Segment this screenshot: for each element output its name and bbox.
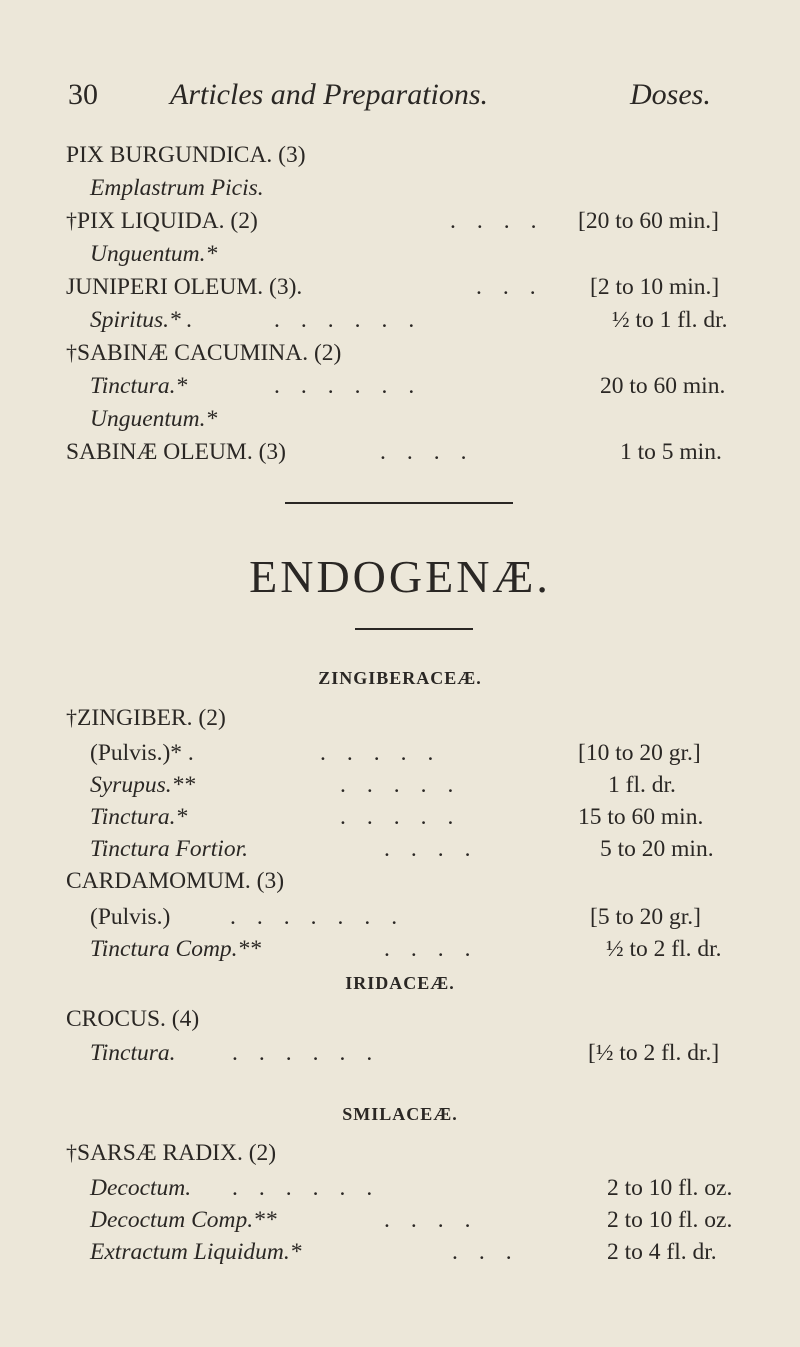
entry-line	[0, 1207, 800, 1241]
section-title: ENDOGENÆ.	[249, 551, 551, 602]
entry-line	[0, 1175, 800, 1209]
entry-line	[0, 439, 800, 473]
preparation-name: Tinctura Fortior.	[90, 836, 249, 862]
article-name: PIX BURGUNDICA. (3)	[66, 142, 306, 168]
dose-value: 2 to 10 fl. oz.	[607, 1207, 733, 1233]
preparation-name: Tinctura.	[90, 1040, 176, 1066]
preparation-name: Decoctum.	[90, 1175, 192, 1201]
dose-value: [½ to 2 fl. dr.]	[588, 1040, 720, 1066]
entry-line	[0, 1006, 800, 1040]
entry-line	[0, 373, 800, 407]
entry-line	[0, 340, 800, 374]
entry-line	[0, 175, 800, 209]
leader-dots: ...	[476, 274, 557, 300]
page-header	[52, 78, 752, 118]
preparation-name: (Pulvis.)* .	[90, 740, 194, 766]
preparation-name: Tinctura.*	[90, 373, 188, 399]
dose-value: 20 to 60 min.	[600, 373, 726, 399]
entry-line	[0, 307, 800, 341]
section-divider	[285, 502, 513, 504]
family-heading: IRIDACEÆ.	[345, 973, 455, 993]
dose-value: 1 to 5 min.	[620, 439, 722, 465]
dose-value: 5 to 20 min.	[600, 836, 714, 862]
running-title: Articles and Preparations.	[170, 78, 489, 111]
entry-line	[0, 936, 800, 970]
entry-line	[0, 705, 800, 739]
entry-line	[0, 142, 800, 176]
dose-value: 1 fl. dr.	[608, 772, 676, 798]
preparation-name: Tinctura.*	[90, 804, 188, 830]
entry-line	[0, 274, 800, 308]
entry-line	[0, 868, 800, 902]
preparation-name: Tinctura Comp.**	[90, 936, 262, 962]
family-heading: ZINGIBERACEÆ.	[318, 668, 482, 688]
leader-dots: ......	[232, 1040, 394, 1066]
leader-dots: .....	[340, 772, 475, 798]
entry-line	[0, 904, 800, 938]
leader-dots: ....	[380, 439, 488, 465]
dagger-mark: †	[66, 208, 77, 233]
entry-line	[0, 208, 800, 242]
family-heading: SMILACEÆ.	[342, 1104, 458, 1124]
preparation-name: Extractum Liquidum.*	[90, 1239, 302, 1265]
leader-dots: ......	[232, 1175, 394, 1201]
dagger-mark: †	[66, 340, 77, 365]
article-name: CARDAMOMUM. (3)	[66, 868, 285, 894]
leader-dots: ......	[274, 307, 436, 333]
entry-line	[0, 1140, 800, 1174]
page-number: 30	[68, 78, 98, 111]
entry-line	[0, 836, 800, 870]
entry-line	[0, 241, 800, 275]
preparation-name: Syrupus.**	[90, 772, 196, 798]
article-name: †SABINÆ CACUMINA. (2)	[66, 340, 342, 366]
article-name: †PIX LIQUIDA. (2)	[66, 208, 258, 234]
dose-value: 15 to 60 min.	[578, 804, 704, 830]
dose-value: [20 to 60 min.]	[578, 208, 719, 234]
preparation-name: Decoctum Comp.**	[90, 1207, 277, 1233]
entry-line	[0, 772, 800, 806]
preparation-name: Emplastrum Picis.	[90, 175, 264, 201]
dagger-mark: †	[66, 705, 77, 730]
dose-value: [5 to 20 gr.]	[590, 904, 701, 930]
leader-dots: ....	[384, 836, 492, 862]
preparation-name: Unguentum.*	[90, 406, 218, 432]
article-name: †ZINGIBER. (2)	[66, 705, 226, 731]
preparation-name: (Pulvis.)	[90, 904, 171, 930]
entry-line	[0, 1040, 800, 1074]
preparation-name: Spiritus.* .	[90, 307, 193, 333]
dose-value: [2 to 10 min.]	[590, 274, 720, 300]
leader-dots: .....	[320, 740, 455, 766]
dose-value: 2 to 4 fl. dr.	[607, 1239, 717, 1265]
dose-value: 2 to 10 fl. oz.	[607, 1175, 733, 1201]
entry-line	[0, 804, 800, 838]
article-name: CROCUS. (4)	[66, 1006, 200, 1032]
leader-dots: ......	[274, 373, 436, 399]
leader-dots: ....	[384, 936, 492, 962]
dose-value: [10 to 20 gr.]	[578, 740, 701, 766]
article-name: †SARSÆ RADIX. (2)	[66, 1140, 277, 1166]
dagger-mark: †	[66, 1140, 77, 1165]
leader-dots: .....	[340, 804, 475, 830]
leader-dots: ...	[452, 1239, 533, 1265]
title-underline	[355, 628, 473, 630]
doses-column-heading: Doses.	[630, 78, 711, 111]
dose-value: ½ to 2 fl. dr.	[606, 936, 722, 962]
entry-line	[0, 406, 800, 440]
preparation-name: Unguentum.*	[90, 241, 218, 267]
article-name: JUNIPERI OLEUM. (3).	[66, 274, 303, 300]
leader-dots: ....	[384, 1207, 492, 1233]
entry-line	[0, 740, 800, 774]
dose-value: ½ to 1 fl. dr.	[612, 307, 728, 333]
article-name: SABINÆ OLEUM. (3)	[66, 439, 286, 465]
leader-dots: .......	[230, 904, 419, 930]
leader-dots: ....	[450, 208, 558, 234]
entry-line	[0, 1239, 800, 1273]
